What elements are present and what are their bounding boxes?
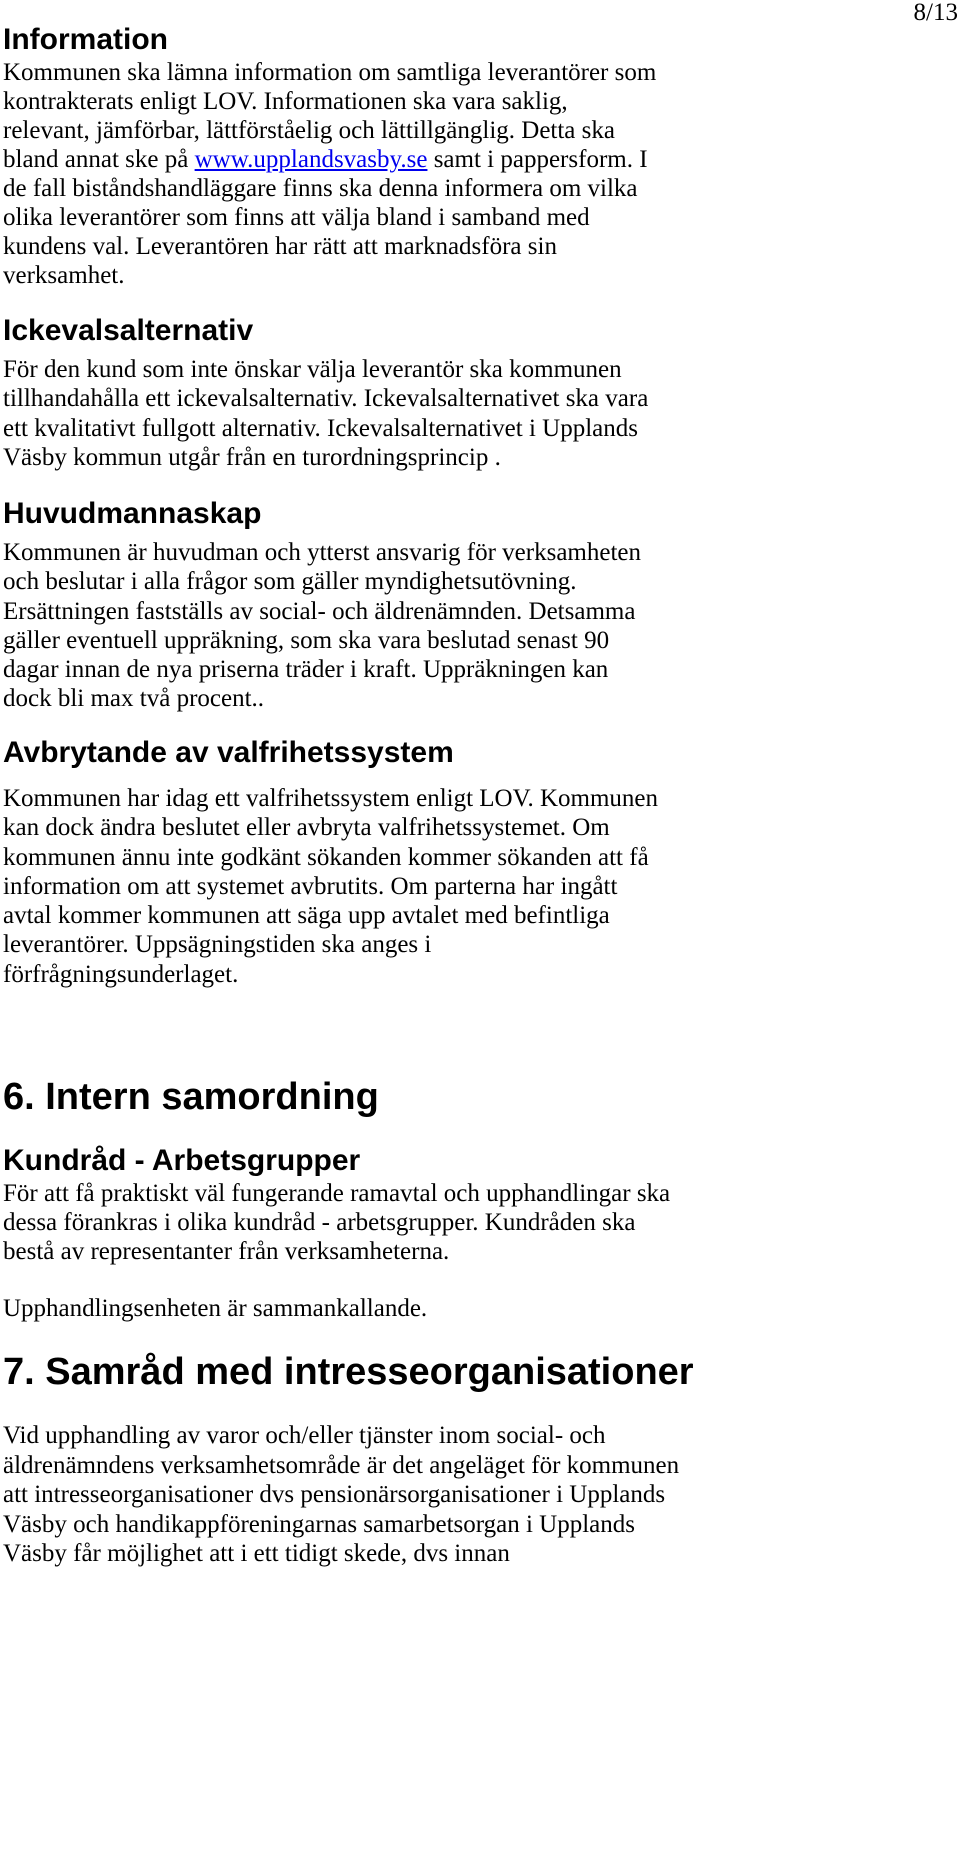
text-line: ett kvalitativt fullgott alternativ. Ickevalsalternativet i Upplands — [3, 414, 638, 442]
text-line: Upphandlingsenheten är sammankallande. — [3, 1295, 428, 1322]
website-link[interactable]: www.upplandsvasby.se — [194, 146, 428, 173]
text-line: olika leverantörer som finns att välja bland i samband med — [3, 204, 590, 231]
text-line: Kommunen har idag ett valfrihetssystem enligt LOV. Kommunen — [3, 785, 658, 812]
text-line: kan dock ändra beslutet eller avbryta valfrihetssystemet. Om — [3, 814, 610, 842]
text-line: information om att systemet avbrutits. Om parterna har ingått — [3, 872, 618, 900]
heading-huvudmannaskap: Huvudmannaskap — [3, 497, 262, 530]
paragraph-samrad — [3, 1421, 953, 1569]
text-line: kontrakterats enligt LOV. Informationen ska vara saklig, — [3, 88, 568, 115]
text-line: Kommunen är huvudman och ytterst ansvarig för verksamheten — [3, 539, 642, 566]
paragraph-avbrytande — [3, 784, 953, 989]
text-line: Ersättningen fastställs av social- och äldrenämnden. Detsamma — [3, 597, 636, 625]
text-line: gäller eventuell uppräkning, som ska vara beslutad senast 90 — [3, 626, 610, 654]
text-line: Väsby får möjlighet att i ett tidigt skede, dvs innan — [3, 1540, 510, 1568]
heading-samrad: 7. Samråd med intresseorganisationer — [3, 1351, 694, 1393]
text-line: de fall biståndshandläggare finns ska denna informera om vilka — [3, 175, 638, 202]
text-line: dessa förankras i olika kundråd - arbetsgrupper. Kundråden ska — [3, 1209, 636, 1236]
text-line: och beslutar i alla frågor som gäller myndighetsutövning. — [3, 568, 577, 596]
heading-kundrad: Kundråd - Arbetsgrupper — [3, 1144, 361, 1177]
text-line: kundens val. Leverantören har rätt att marknadsföra sin — [3, 233, 557, 260]
paragraph-kundrad — [3, 1179, 953, 1266]
text-line: Vid upphandling av varor och/eller tjänster inom social- och — [3, 1422, 606, 1449]
text-line: Kommunen ska lämna information om samtliga leverantörer som — [3, 59, 657, 86]
text-line: äldrenämndens verksamhetsområde är det angeläget för kommunen — [3, 1451, 680, 1479]
text-line: verksamhet. — [3, 262, 125, 289]
text-line: leverantörer. Uppsägningstiden ska anges i — [3, 931, 432, 959]
text-line: dock bli max två procent.. — [3, 685, 265, 713]
heading-avbrytande: Avbrytande av valfrihetssystem — [3, 736, 454, 769]
text-line: förfrågningsunderlaget. — [3, 960, 239, 988]
text-line: Väsby kommun utgår från en turordningsprincip . — [3, 443, 501, 471]
text-line: relevant, jämförbar, lättförståelig och lättillgänglig. Detta ska — [3, 117, 615, 144]
paragraph-huvudmannaskap — [3, 538, 953, 714]
text-line: bestå av representanter från verksamheterna. — [3, 1238, 450, 1265]
text-segment: bland annat ske på — [3, 146, 195, 173]
text-line: dagar innan de nya priserna träder i kraft. Uppräkningen kan — [3, 656, 609, 684]
text-line-with-link — [3, 145, 953, 174]
text-line: avtal kommer kommunen att säga upp avtalet med befintliga — [3, 902, 610, 930]
heading-intern-samordning: 6. Intern samordning — [3, 1076, 379, 1118]
text-segment: samt i pappersform. I — [427, 146, 648, 173]
text-line: tillhandahålla ett ickevalsalternativ. Ickevalsalternativet ska vara — [3, 385, 649, 413]
paragraph-information — [3, 58, 953, 290]
text-line: kommunen ännu inte godkänt sökanden kommer sökanden att få — [3, 843, 649, 871]
text-line: För den kund som inte önskar välja leverantör ska kommunen — [3, 356, 622, 383]
paragraph-ickevalsalternativ — [3, 355, 953, 472]
heading-information: Information — [3, 23, 168, 56]
text-line: För att få praktiskt väl fungerande ramavtal och upphandlingar ska — [3, 1180, 671, 1207]
heading-ickevalsalternativ: Ickevalsalternativ — [3, 314, 254, 347]
text-line: att intresseorganisationer dvs pensionärsorganisationer i Upplands — [3, 1481, 666, 1509]
text-line: Väsby och handikappföreningarnas samarbetsorgan i Upplands — [3, 1510, 636, 1538]
page-number: 8/13 — [913, 0, 958, 26]
paragraph-kundrad-convener — [3, 1294, 953, 1323]
